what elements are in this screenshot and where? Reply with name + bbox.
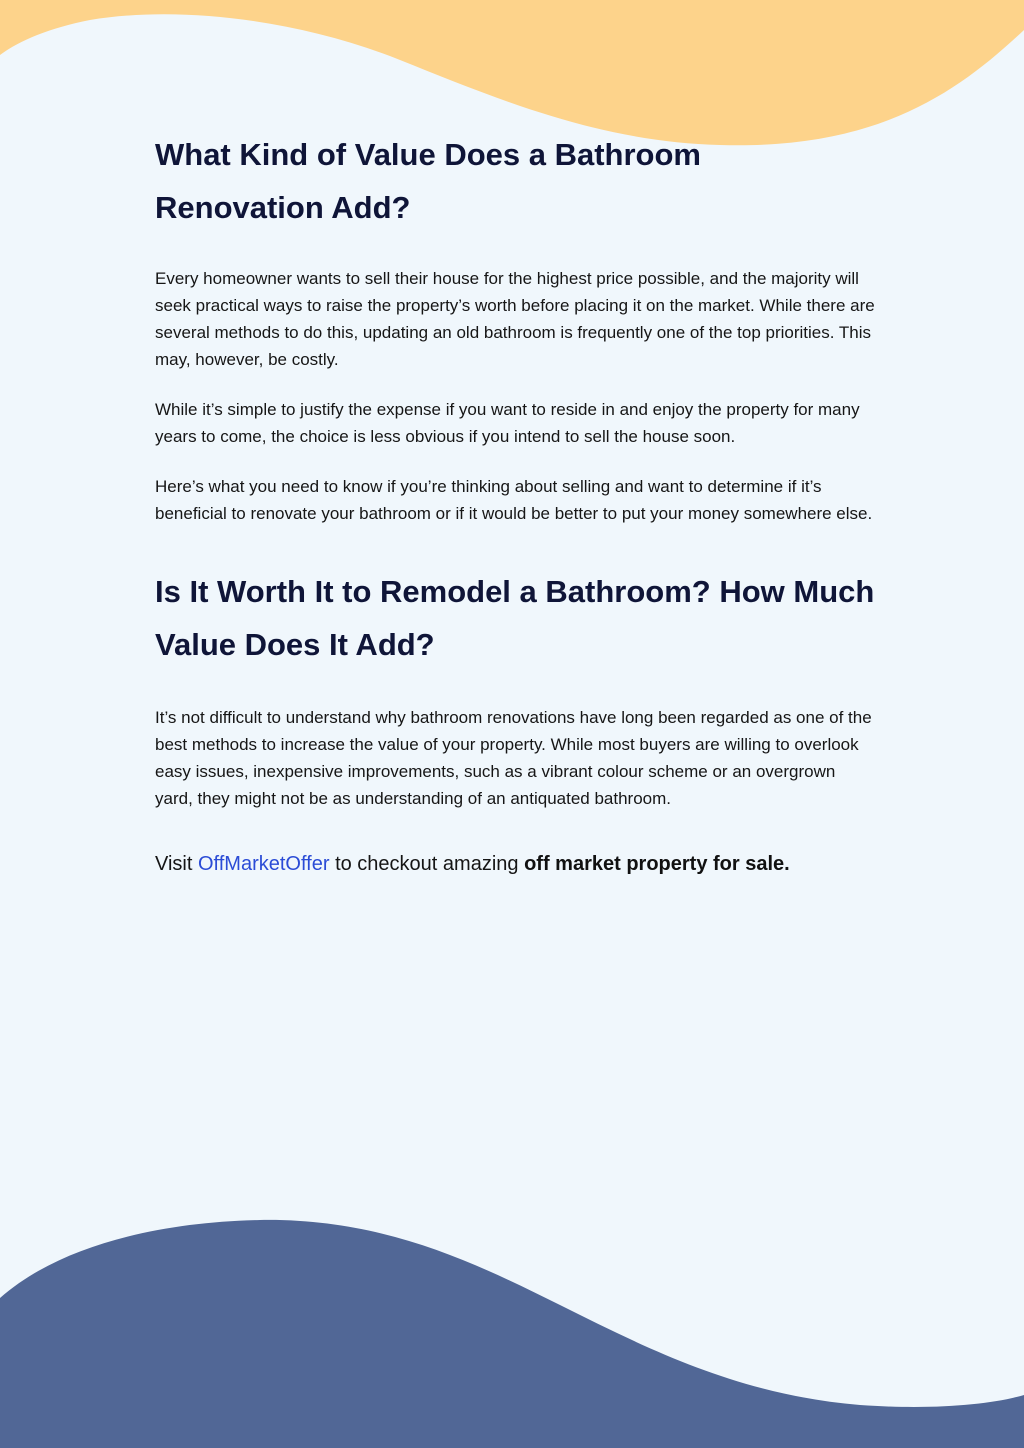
offmarketoffer-link[interactable]: OffMarketOffer bbox=[197, 853, 330, 875]
top-wave-shape bbox=[0, 0, 1024, 145]
section-title-value: What Kind of Value Does a Bathroom Renovation Add? bbox=[155, 137, 701, 225]
bottom-wave-shape bbox=[0, 1220, 1024, 1448]
cta-middle: to checkout amazing bbox=[329, 853, 525, 875]
paragraph-what-to-know: Here’s what you need to know if you’re thinking about selling and want to determine if it’s beneficial to renovate your bathroom or if it would be better to put your money somewhere else. bbox=[155, 477, 873, 523]
article-content bbox=[155, 128, 875, 878]
section-title-worth-it: Is It Worth It to Remodel a Bathroom? How Much Value Does It Add? bbox=[155, 574, 875, 662]
cta-prefix: Visit bbox=[155, 853, 198, 875]
call-to-action bbox=[155, 850, 875, 878]
paragraph-renovation-value: It’s not difficult to understand why bathroom renovations have long been regarded as one of the best methods to increase the value of your property. While most buyers are willing to overlook easy issues, inexpensive improvements, such as a vibrant colour scheme or an overgrown yard, they might not be as understanding of an antiquated bathroom. bbox=[155, 708, 872, 808]
cta-bold-text: off market property for sale. bbox=[524, 853, 790, 875]
paragraph-intro: Every homeowner wants to sell their house for the highest price possible, and the majority will seek practical ways to raise the property’s worth before placing it on the market. While there are several methods to do this, updating an old bathroom is frequently one of the top priorities. This may, however, be costly. bbox=[155, 269, 875, 369]
paragraph-justify-expense: While it’s simple to justify the expense if you want to reside in and enjoy the property for many years to come, the choice is less obvious if you intend to sell the house soon. bbox=[155, 400, 860, 446]
